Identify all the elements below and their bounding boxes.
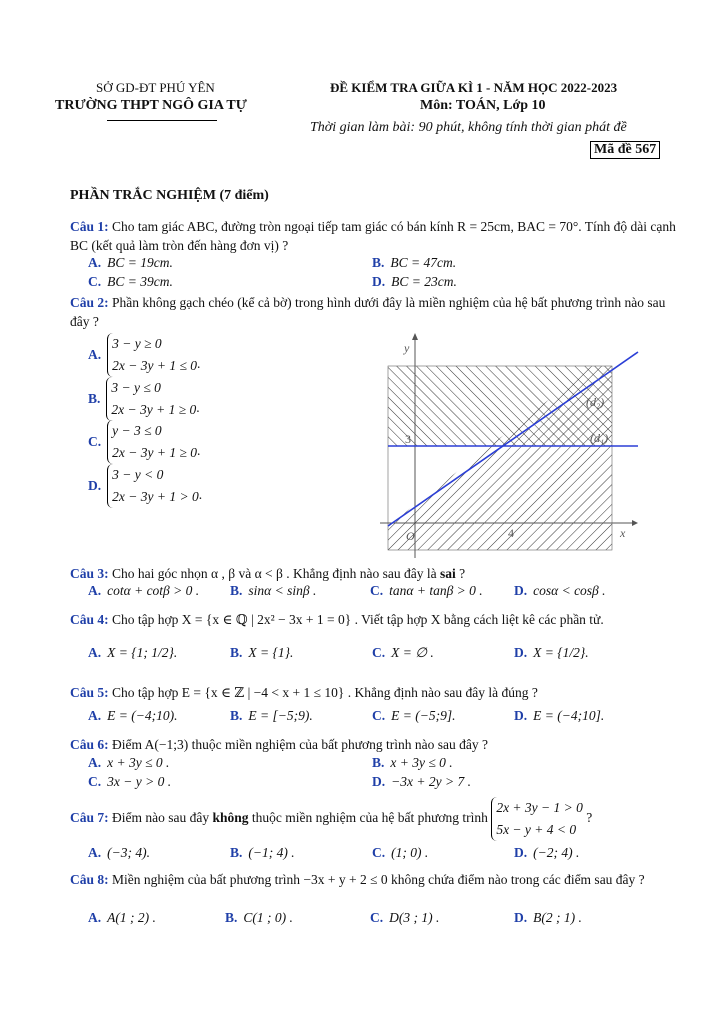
inequality-system: 2x + 3y − 1 > 0 5x − y + 4 < 0 bbox=[491, 797, 583, 841]
solution-region-figure bbox=[380, 330, 640, 558]
subject-line: Môn: TOÁN, Lớp 10 bbox=[420, 98, 546, 113]
q5-option-d[interactable]: D. E = (−4;10]. bbox=[514, 708, 605, 723]
question-label: Câu 7: bbox=[70, 810, 109, 826]
q4-option-c[interactable]: C. X = ∅ . bbox=[372, 645, 434, 660]
q4-option-b[interactable]: B. X = {1}. bbox=[230, 645, 294, 660]
question-label: Câu 1: bbox=[70, 219, 109, 234]
school-name: TRƯỜNG THPT NGÔ GIA TỰ bbox=[55, 98, 247, 113]
q1-option-c[interactable]: C. BC = 39cm. bbox=[88, 274, 173, 289]
question-emphasis: sai bbox=[439, 566, 456, 581]
line-d2-label: (d₂) bbox=[586, 395, 605, 409]
q7-option-d[interactable]: D. (−2; 4) . bbox=[514, 845, 580, 860]
question-label: Câu 8: bbox=[70, 872, 109, 887]
department-name: SỞ GD-ĐT PHÚ YÊN bbox=[96, 80, 215, 95]
origin-label: O bbox=[406, 529, 415, 543]
question-label: Câu 5: bbox=[70, 685, 109, 700]
q2-option-b[interactable]: B. 3 − y ≤ 0 2x − 3y + 1 ≥ 0 . bbox=[88, 377, 200, 421]
tick-x-label: 4 bbox=[508, 526, 514, 540]
question-label: Câu 2: bbox=[70, 295, 109, 310]
q6-option-c[interactable]: C. 3x − y > 0 . bbox=[88, 774, 172, 789]
question-5 bbox=[70, 683, 680, 702]
q6-option-b[interactable]: B. x + 3y ≤ 0 . bbox=[372, 755, 453, 770]
question-text: Điểm A(−1;3) thuộc miền nghiệm của bất phương trình nào sau đây ? bbox=[112, 737, 488, 752]
header-divider bbox=[107, 120, 217, 121]
q4-option-a[interactable]: A. X = {1; 1/2}. bbox=[88, 645, 178, 660]
q4-option-d[interactable]: D. X = {1/2}. bbox=[514, 645, 589, 660]
question-text: Phần không gạch chéo (kể cả bờ) trong hình dưới đây là miền nghiệm của hệ bất phương trình nào sau đây ? bbox=[70, 295, 666, 329]
q1-option-a[interactable]: A. BC = 19cm. bbox=[88, 255, 173, 270]
x-axis-label: x bbox=[620, 526, 626, 540]
question-4 bbox=[70, 610, 680, 629]
q7-option-c[interactable]: C. (1; 0) . bbox=[372, 845, 429, 860]
question-emphasis: không bbox=[212, 810, 249, 826]
tick-y-label: 3 bbox=[405, 432, 411, 446]
question-text: Cho tập hợp X = {x ∈ ℚ | 2x² − 3x + 1 = 0} . Viết tập hợp X bằng cách liệt kê các phần tử. bbox=[112, 612, 604, 627]
q3-option-c[interactable]: C. tanα + tanβ > 0 . bbox=[370, 583, 483, 598]
question-label: Câu 6: bbox=[70, 737, 109, 752]
q8-option-c[interactable]: C. D(3 ; 1) . bbox=[370, 910, 440, 925]
q2-option-a[interactable]: A. 3 − y ≥ 0 2x − 3y + 1 ≤ 0 . bbox=[88, 333, 200, 377]
question-6 bbox=[70, 735, 680, 754]
q6-option-d[interactable]: D. −3x + 2y > 7 . bbox=[372, 774, 471, 789]
section-title: PHẦN TRẮC NGHIỆM (7 điểm) bbox=[70, 188, 269, 203]
q2-option-d[interactable]: D. 3 − y < 0 2x − 3y + 1 > 0 . bbox=[88, 464, 202, 508]
y-axis-arrow bbox=[412, 333, 418, 340]
q3-option-a[interactable]: A. cotα + cotβ > 0 . bbox=[88, 583, 200, 598]
q1-option-b[interactable]: B. BC = 47cm. bbox=[372, 255, 457, 270]
q2-option-c[interactable]: C. y − 3 ≤ 0 2x − 3y + 1 ≥ 0 . bbox=[88, 420, 200, 464]
time-note: Thời gian làm bài: 90 phút, không tính thời gian phát đề bbox=[310, 120, 627, 135]
y-axis-label: y bbox=[404, 341, 410, 355]
question-8 bbox=[70, 870, 680, 889]
question-2 bbox=[70, 293, 680, 331]
exam-title: ĐỀ KIỂM TRA GIỮA KÌ 1 - NĂM HỌC 2022-2023 bbox=[330, 80, 618, 95]
question-text: Cho tam giác ABC, đường tròn ngoại tiếp tam giác có bán kính R = 25cm, BAC = 70°. Tính độ dài cạnh BC (kết quả làm tròn đến hàng đơn vị) ? bbox=[70, 219, 676, 253]
question-text: Miền nghiệm của bất phương trình −3x + y + 2 ≤ 0 không chứa điểm nào trong các điểm sau đây ? bbox=[112, 872, 645, 887]
q1-option-d[interactable]: D. BC = 23cm. bbox=[372, 274, 457, 289]
q5-option-b[interactable]: B. E = [−5;9). bbox=[230, 708, 313, 723]
question-label: Câu 4: bbox=[70, 612, 109, 627]
x-axis-arrow bbox=[632, 520, 638, 526]
question-1 bbox=[70, 217, 680, 255]
q6-option-a[interactable]: A. x + 3y ≤ 0 . bbox=[88, 755, 170, 770]
q3-option-b[interactable]: B. sinα < sinβ . bbox=[230, 583, 317, 598]
question-label: Câu 3: bbox=[70, 566, 109, 581]
q8-option-d[interactable]: D. B(2 ; 1) . bbox=[514, 910, 582, 925]
q7-option-a[interactable]: A. (−3; 4). bbox=[88, 845, 150, 860]
q8-option-b[interactable]: B. C(1 ; 0) . bbox=[225, 910, 293, 925]
question-text: Cho tập hợp E = {x ∈ ℤ | −4 < x + 1 ≤ 10} . Khẳng định nào sau đây là đúng ? bbox=[112, 685, 538, 700]
exam-code-box: Mã đề 567 bbox=[590, 141, 660, 159]
line-d1-label: (d₁) bbox=[590, 431, 609, 445]
question-3: Câu 3: Cho hai góc nhọn α , β và α < β . Khẳng định nào sau đây là sai ? bbox=[70, 566, 466, 581]
q3-option-d[interactable]: D. cosα < cosβ . bbox=[514, 583, 606, 598]
q8-option-a[interactable]: A. A(1 ; 2) . bbox=[88, 910, 156, 925]
question-text: Cho hai góc nhọn α , β và α < β . Khẳng định nào sau đây là bbox=[112, 566, 437, 581]
question-7: Câu 7: Điểm nào sau đây không thuộc miền nghiệm của hệ bất phương trình 2x + 3y − 1 > 0 5x − y + 4 < 0 ? bbox=[70, 797, 680, 841]
q5-option-c[interactable]: C. E = (−5;9]. bbox=[372, 708, 456, 723]
q7-option-b[interactable]: B. (−1; 4) . bbox=[230, 845, 295, 860]
q5-option-a[interactable]: A. E = (−4;10). bbox=[88, 708, 178, 723]
